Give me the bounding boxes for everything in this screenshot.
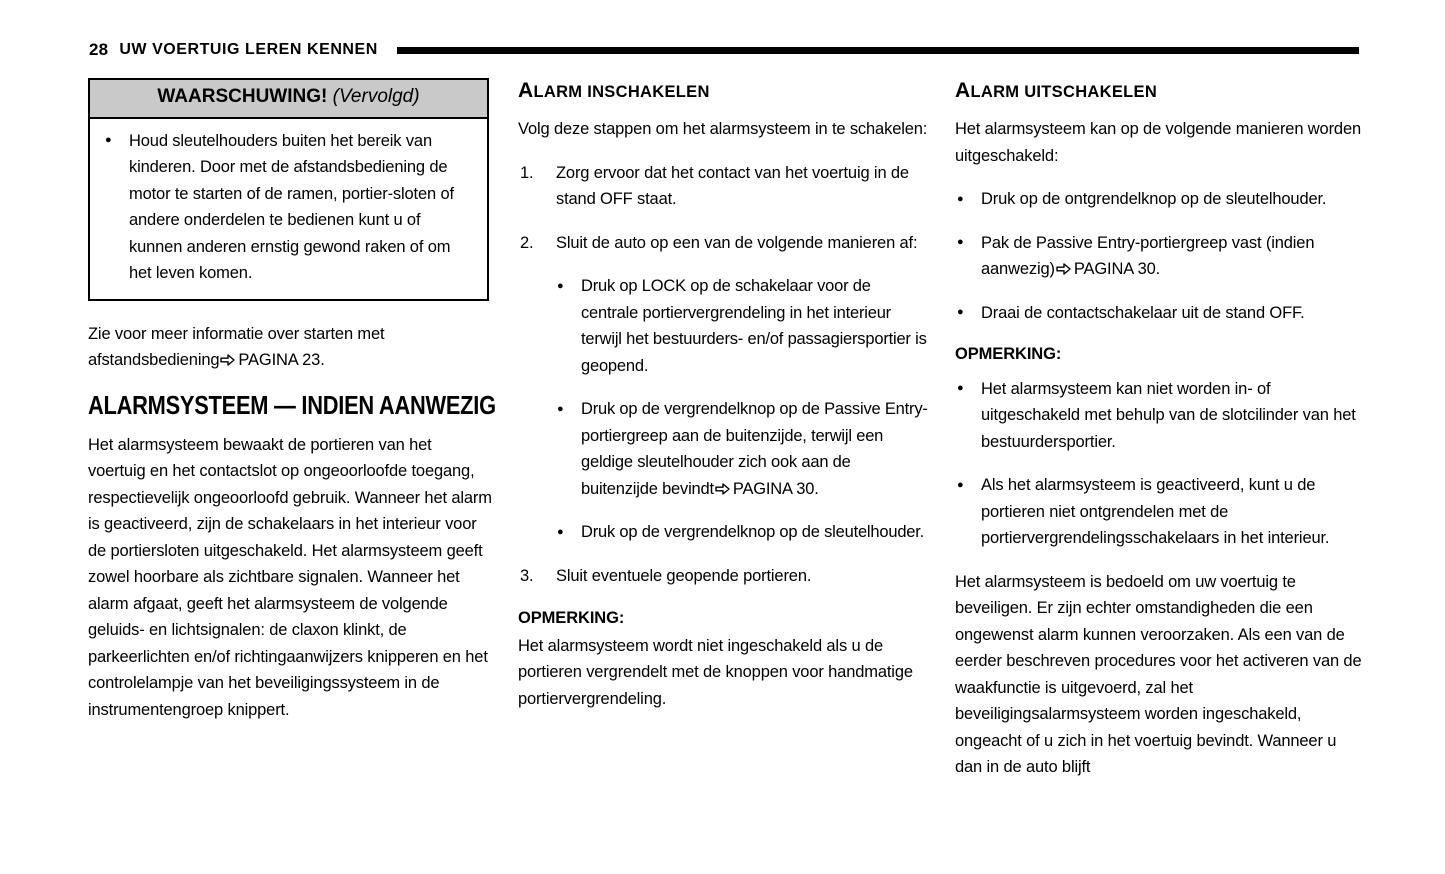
page-reference-target: PAGINA 30. <box>732 479 819 498</box>
section-title: ALARMSYSTEEM — INDIEN AANWEZIG <box>88 389 496 420</box>
warning-box-header <box>90 80 487 119</box>
page-reference-target: PAGINA 23. <box>238 351 325 370</box>
alarm-disarm-bullets <box>955 186 1363 326</box>
bullet-text: Pak de Passive Entry-portiergreep vast (indien aanwezig) <box>981 233 1315 279</box>
list-item: ● Houd sleutelhouders buiten het bereik van kinderen. Door met de afstandsbediening de motor te starten of de ramen, portier-sloten of andere onderdelen te bedienen kunt u of kunnen anderen ernstig gewond raken of om het leven komen. <box>102 128 473 287</box>
arrow-right-outline-icon <box>1056 263 1071 275</box>
column3-closing-paragraph: Het alarmsysteem is bedoeld om uw voertuig te beveiligen. Er zijn echter omstandigheden die een ongewenst alarm kunnen veroorzaken. Als een van de eerder beschreven procedures voor het activeren van de waakfunctie is uitgevoerd, zal het beveiligingsalarmsysteem worden ingeschakeld, ongeacht of u zich in het voertuig bevindt. Wanneer u dan in de auto blijft <box>955 572 1362 777</box>
page-reference-paragraph <box>88 321 493 374</box>
subsection-title-initial: A <box>518 79 534 102</box>
list-item: Sluit eventuele geopende portieren. <box>556 566 812 585</box>
warning-box <box>88 78 489 301</box>
arrow-right-outline-icon <box>715 483 730 495</box>
list-item <box>955 230 1363 283</box>
note-bullets <box>955 376 1363 552</box>
column3-intro: Het alarmsysteem kan op de volgende manieren worden uitgeschakeld: <box>955 120 1361 165</box>
warning-box-body <box>90 119 487 299</box>
arrow-right-outline-icon <box>220 354 235 366</box>
list-item: ● Draai de contactschakelaar uit de stand OFF. <box>955 300 1363 327</box>
list-item: ● Druk op de vergrendelknop op de sleutelhouder. <box>556 519 928 546</box>
header-rule <box>397 47 1359 54</box>
subsection-title-alarm-inschakelen <box>518 78 928 103</box>
column-2 <box>518 78 928 712</box>
list-item: ● Als het alarmsysteem is geactiveerd, kunt u de portieren niet ontgrendelen met de portiervergrendelingsschakelaars in het interieur. <box>955 472 1363 552</box>
list-item: ● Druk op LOCK op de schakelaar voor de centrale portiervergrendeling in het interieur terwijl het bestuurders- en/of passagiersportier is geopend. <box>556 273 928 379</box>
column-1 <box>88 78 496 723</box>
page-title: UW VOERTUIG LEREN KENNEN <box>119 41 378 58</box>
subsection-title-initial: A <box>955 79 971 102</box>
subsection-title-alarm-uitschakelen <box>955 78 1363 103</box>
page-reference-target: PAGINA 30. <box>1073 260 1161 279</box>
list-item: Zorg ervoor dat het contact van het voertuig in de stand OFF staat. <box>556 163 909 209</box>
column2-intro: Volg deze stappen om het alarmsysteem in te schakelen: <box>518 120 928 139</box>
warning-title: WAARSCHUWING! <box>157 86 328 107</box>
column-3 <box>955 78 1363 781</box>
list-item <box>556 396 928 502</box>
subsection-title-rest: LARM UITSCHAKELEN <box>970 83 1158 101</box>
list-item: ● Het alarmsysteem kan niet worden in- of uitgeschakeld met behulp van de slotcilinder van het bestuurdersportier. <box>955 376 1363 456</box>
note-label: OPMERKING: <box>955 345 1062 364</box>
alarm-arm-sub-bullets <box>556 273 928 546</box>
warning-bullet-list <box>102 128 473 287</box>
note-label: OPMERKING: <box>518 609 625 628</box>
list-item <box>518 230 928 546</box>
note-text: Het alarmsysteem wordt niet ingeschakeld als u de portieren vergrendelt met de knoppen voor handmatige portiervergrendeling. <box>518 636 913 708</box>
alarm-arm-steps <box>518 160 928 590</box>
list-item: ● Druk op de ontgrendelknop op de sleutelhouder. <box>955 186 1363 213</box>
step-lead-text: Sluit de auto op een van de volgende manieren af: <box>556 233 918 252</box>
page-number: 28 <box>89 40 109 59</box>
sub-bullet-text: Druk op de vergrendelknop op de Passive Entry-portiergreep aan de buitenzijde, terwijl een geldige sleutelhouder zich ook aan de buitenzijde bevindt <box>581 400 928 498</box>
page-header <box>89 36 1359 64</box>
subsection-title-rest: LARM INSCHAKELEN <box>533 83 710 101</box>
warning-title-suffix: (Vervolgd) <box>332 86 420 107</box>
page-reference-text: Zie voor meer informatie over starten met afstandsbediening <box>88 324 385 370</box>
column1-body-paragraph: Het alarmsysteem bewaakt de portieren van het voertuig en het contactslot op ongeoorloofde toegang, respectievelijk ongeoorloofd gebruik. Wanneer het alarm is geactiveerd, zijn de schakelaars in het interieur voor de portiersloten uitgeschakeld. Het alarmsysteem geeft zowel hoorbare als zichtbare signalen. Wanneer het alarm afgaat, geeft het alarmsysteem de volgende geluids- en lichtsignalen: de claxon klinkt, de parkeerlichten en/of richtingaanwijzers knipperen en het controlelampje van het beveiligingssysteem in de instrumentengroep knippert. <box>88 435 492 719</box>
